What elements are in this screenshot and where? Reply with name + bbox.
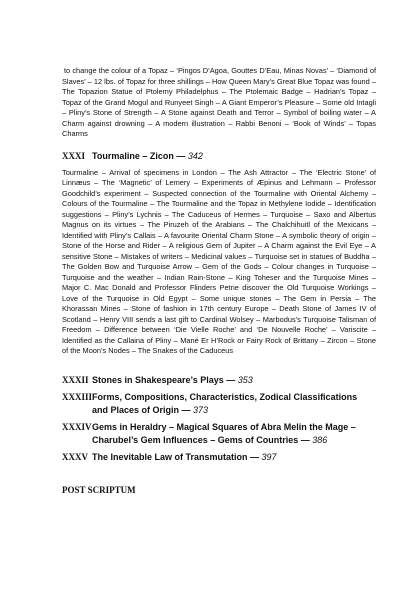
chapter-page-number: 373 xyxy=(193,404,209,415)
chapter-number: XXXIII xyxy=(62,391,93,402)
chapter-title xyxy=(92,451,376,464)
chapter-page-number: 397 xyxy=(261,451,277,462)
chapter-title-text: Stones in Shakespeare’s Plays — xyxy=(92,374,236,385)
post-scriptum-heading: POST SCRIPTUM xyxy=(62,484,136,495)
chapter-entry xyxy=(62,451,376,464)
chapter-number: XXXV xyxy=(62,451,88,462)
chapter-title-text: Forms, Compositions, Characteristics, Zodical Classifications xyxy=(92,391,358,402)
chapter-page-number: 386 xyxy=(312,434,328,445)
chapter-entry xyxy=(62,374,376,387)
chapter-title-text-line2: and Places of Origin — xyxy=(92,404,191,415)
chapter-title xyxy=(92,421,376,447)
chapter-list xyxy=(62,374,376,464)
chapter-title-text: The Inevitable Law of Transmutation — xyxy=(92,451,260,462)
chapter-title-text-line2: Charubel’s Gem Influences – Gems of Countries — xyxy=(92,434,310,445)
chapter-title-text: Tourmaline – Zicon — xyxy=(92,150,186,161)
chapter-xxxi-section xyxy=(62,150,376,357)
chapter-number: XXXII xyxy=(62,374,89,385)
chapter-title-text: Gems in Heraldry – Magical Squares of Abra Melin the Mage – xyxy=(92,421,356,432)
chapter-title xyxy=(92,391,376,417)
chapter-page-number: 353 xyxy=(237,374,253,385)
chapter-entry xyxy=(62,421,376,447)
chapter-page-number: 342 xyxy=(187,150,203,161)
chapter-summary-paragraph: Tourmaline – Arrival of specimens in London – The Ash Attractor – The ‘Electric Stone’ of Linnæus – The ‘Magnetic’ of Lemery – Experiments of Æpinus and Lehmann – Professor Goodchild’s experiment – Suspected connection of the Tourmaline with Oriental Alchemy – Colours of the Tourmaline – The Tourmaline and the Topaz in Methylene Iodide – Identification suggestions – Pliny’s Lychnis – The Caduceus of Hermes – Turquoise – Saxo and Albertus Magnus on its virtues – The Piruzeh of the Arabians – The Chalchihuitl of the Mexicans – Identified with Pliny’s Callais – A favourite Oriental Charm Stone – A symbolic theory of origin – Stone of the Horse and Rider – A religious Gem of Jupiter – A Charm against the Evil Eye – A sensitive Stone – Mistakes of writers – Medicinal values – Turquoise set in statues of Buddha – The Golden Bow and Turquoise Arrow – Gem of the Gods – Colour changes in Turquoise – Turquoise and the weather – Indian Rain-Stone – King Toheser and the Turquoise Mines – Major C. Mac Donald and Professor Flinders Petrie discover the Old Turquoise Workings – Love of the Turquoise in Old Egypt – Some unique stones – The Gem in Persia – The Khorassan Mines – Stone of fashion in 17th century Europe – Death Stone of James IV of Scotland – Henry VIII sends a last gift to Cardinal Wolsey – Marbodus’s Turquoise Talisman of Freedom – Difference between ‘Die Vielle Roche’ and ‘De Nouvelle Roche’ – Variscite – Identified as the Callaina of Pliny – Mané Er H’Rock or Fairy Rock of Brittany – Zircon – Stone of the Moon’s Nodes – The Snakes of the Caduceus xyxy=(62,167,376,355)
chapter-title xyxy=(92,374,376,387)
chapter-title xyxy=(92,150,376,163)
chapter-number: XXXI xyxy=(62,150,86,161)
chapter-number: XXXIV xyxy=(62,421,92,432)
chapter-heading xyxy=(62,150,376,163)
intro-paragraph: to change the colour of a Topaz – ‘Pingos D’Agoa, Gouttes D’Eau, Minas Novas’ – ‘Diamond of Slaves’ – 12 lbs. of Topaz for three shillings – How Queen Mary’s Great Blue Topaz was found – The Topazion Statue of Ptolemy Philadelphus – The Ptolemaic Badge – Hadrian’s Topaz – Topaz of the Grand Mogul and Runyeet Singh – A Giant Emperor’s Pleasure – Some old Intagli – Pliny’s Stone of Strength – A Stone against Death and Terror – Symbol of boiling water – A Charm against drowning – A modern illustration – Rabbi Benoni – ‘Book of Winds’ – Topas Charms xyxy=(62,66,376,138)
chapter-entry xyxy=(62,391,376,417)
